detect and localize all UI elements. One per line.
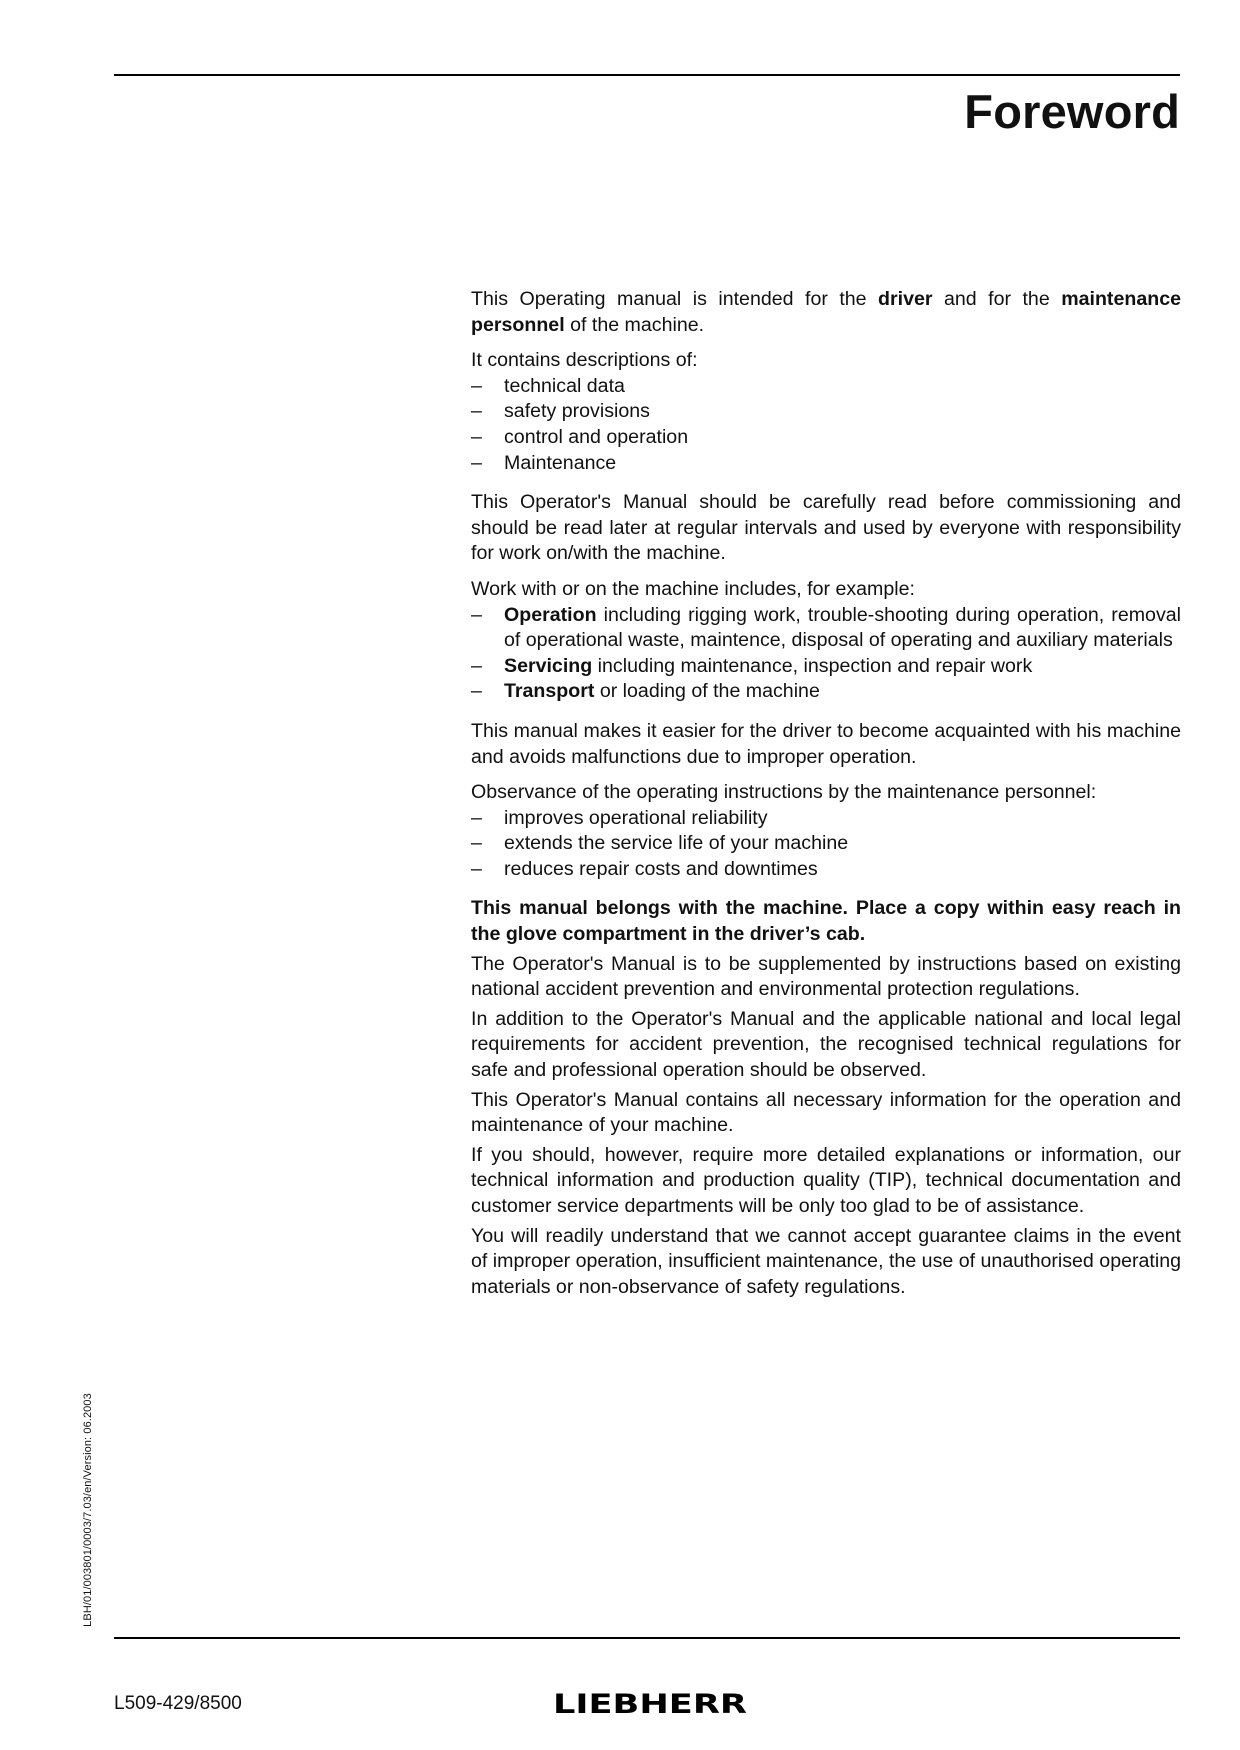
list-item-term: Servicing <box>504 654 593 677</box>
list-item: – technical data <box>471 374 1181 400</box>
list-item: – Servicing including maintenance, inspection and repair work <box>471 654 1181 680</box>
document-number: L509-429/8500 <box>114 1693 242 1714</box>
list-item: – Operation including rigging work, trouble-shooting during operation, removal of operational waste, maintence, disposal of operating and auxiliary materials <box>471 603 1181 654</box>
list-item: – Maintenance <box>471 451 1181 477</box>
header-rule <box>114 74 1180 76</box>
acquainted-paragraph: This manual makes it easier for the driver to become acquainted with his machine and avoids malfunctions due to improper operation. <box>471 719 1181 768</box>
read-before-paragraph: This Operator's Manual should be carefully read before commissioning and should be read later at regular intervals and used by everyone with responsibility for work on/with the machine. <box>471 491 1181 565</box>
list-item: – extends the service life of your machine <box>471 831 1181 857</box>
document-code: LBH/01/003801/0003/7.03/en/Version: 06.2003 <box>82 1393 94 1627</box>
liebherr-logo <box>550 1688 750 1718</box>
footer-rule <box>114 1637 1180 1639</box>
information-paragraph: This Operator's Manual contains all necessary information for the operation and maintenance of your machine. <box>471 1088 1181 1137</box>
supplement-paragraph: The Operator's Manual is to be supplemented by instructions based on existing national accident prevention and environmental protection regulations. <box>471 952 1181 1001</box>
guarantee-paragraph: You will readily understand that we cannot accept guarantee claims in the event of improper operation, insufficient maintenance, the use of unauthorised operating materials or non-observance of safety regulations. <box>471 1224 1181 1298</box>
list-item: – control and operation <box>471 425 1181 451</box>
list-item: – Transport or loading of the machine <box>471 679 1181 705</box>
legal-paragraph: In addition to the Operator's Manual and the applicable national and local legal requirements for accident prevention, the recognised technical regulations for safe and professional operation should be observed. <box>471 1007 1181 1082</box>
intro-paragraph: This Operating manual is intended for the driver and for the maintenance personnel of the machine. <box>471 288 1181 336</box>
foreword-body <box>471 287 1181 1300</box>
list-item-term: Operation <box>504 603 597 626</box>
page-title: Foreword <box>964 85 1180 138</box>
list-item: – reduces repair costs and downtimes <box>471 857 1181 883</box>
logo-wordmark: LIEBHERR <box>553 1689 748 1718</box>
work-lead: Work with or on the machine includes, for example: <box>471 577 915 600</box>
list-item: – safety provisions <box>471 399 1181 425</box>
list-item: – improves operational reliability <box>471 806 1181 832</box>
intro-bold-driver: driver <box>878 288 933 310</box>
observance-lead: Observance of the operating instructions by the maintenance personnel: <box>471 781 1097 804</box>
belongs-notice: This manual belongs with the machine. Place a copy within easy reach in the glove compartment in the driver’s cab. <box>471 897 1181 946</box>
contains-list <box>471 374 1181 476</box>
list-item-term: Transport <box>504 680 595 703</box>
assistance-paragraph: If you should, however, require more detailed explanations or information, our technical information and production quality (TIP), technical documentation and customer service departments will be only too glad to be of assistance. <box>471 1143 1181 1217</box>
intro-bold-personnel: maintenance personnel <box>471 288 1181 336</box>
contains-lead: It contains descriptions of: <box>471 349 698 372</box>
work-list <box>471 603 1181 705</box>
observance-list <box>471 806 1181 883</box>
